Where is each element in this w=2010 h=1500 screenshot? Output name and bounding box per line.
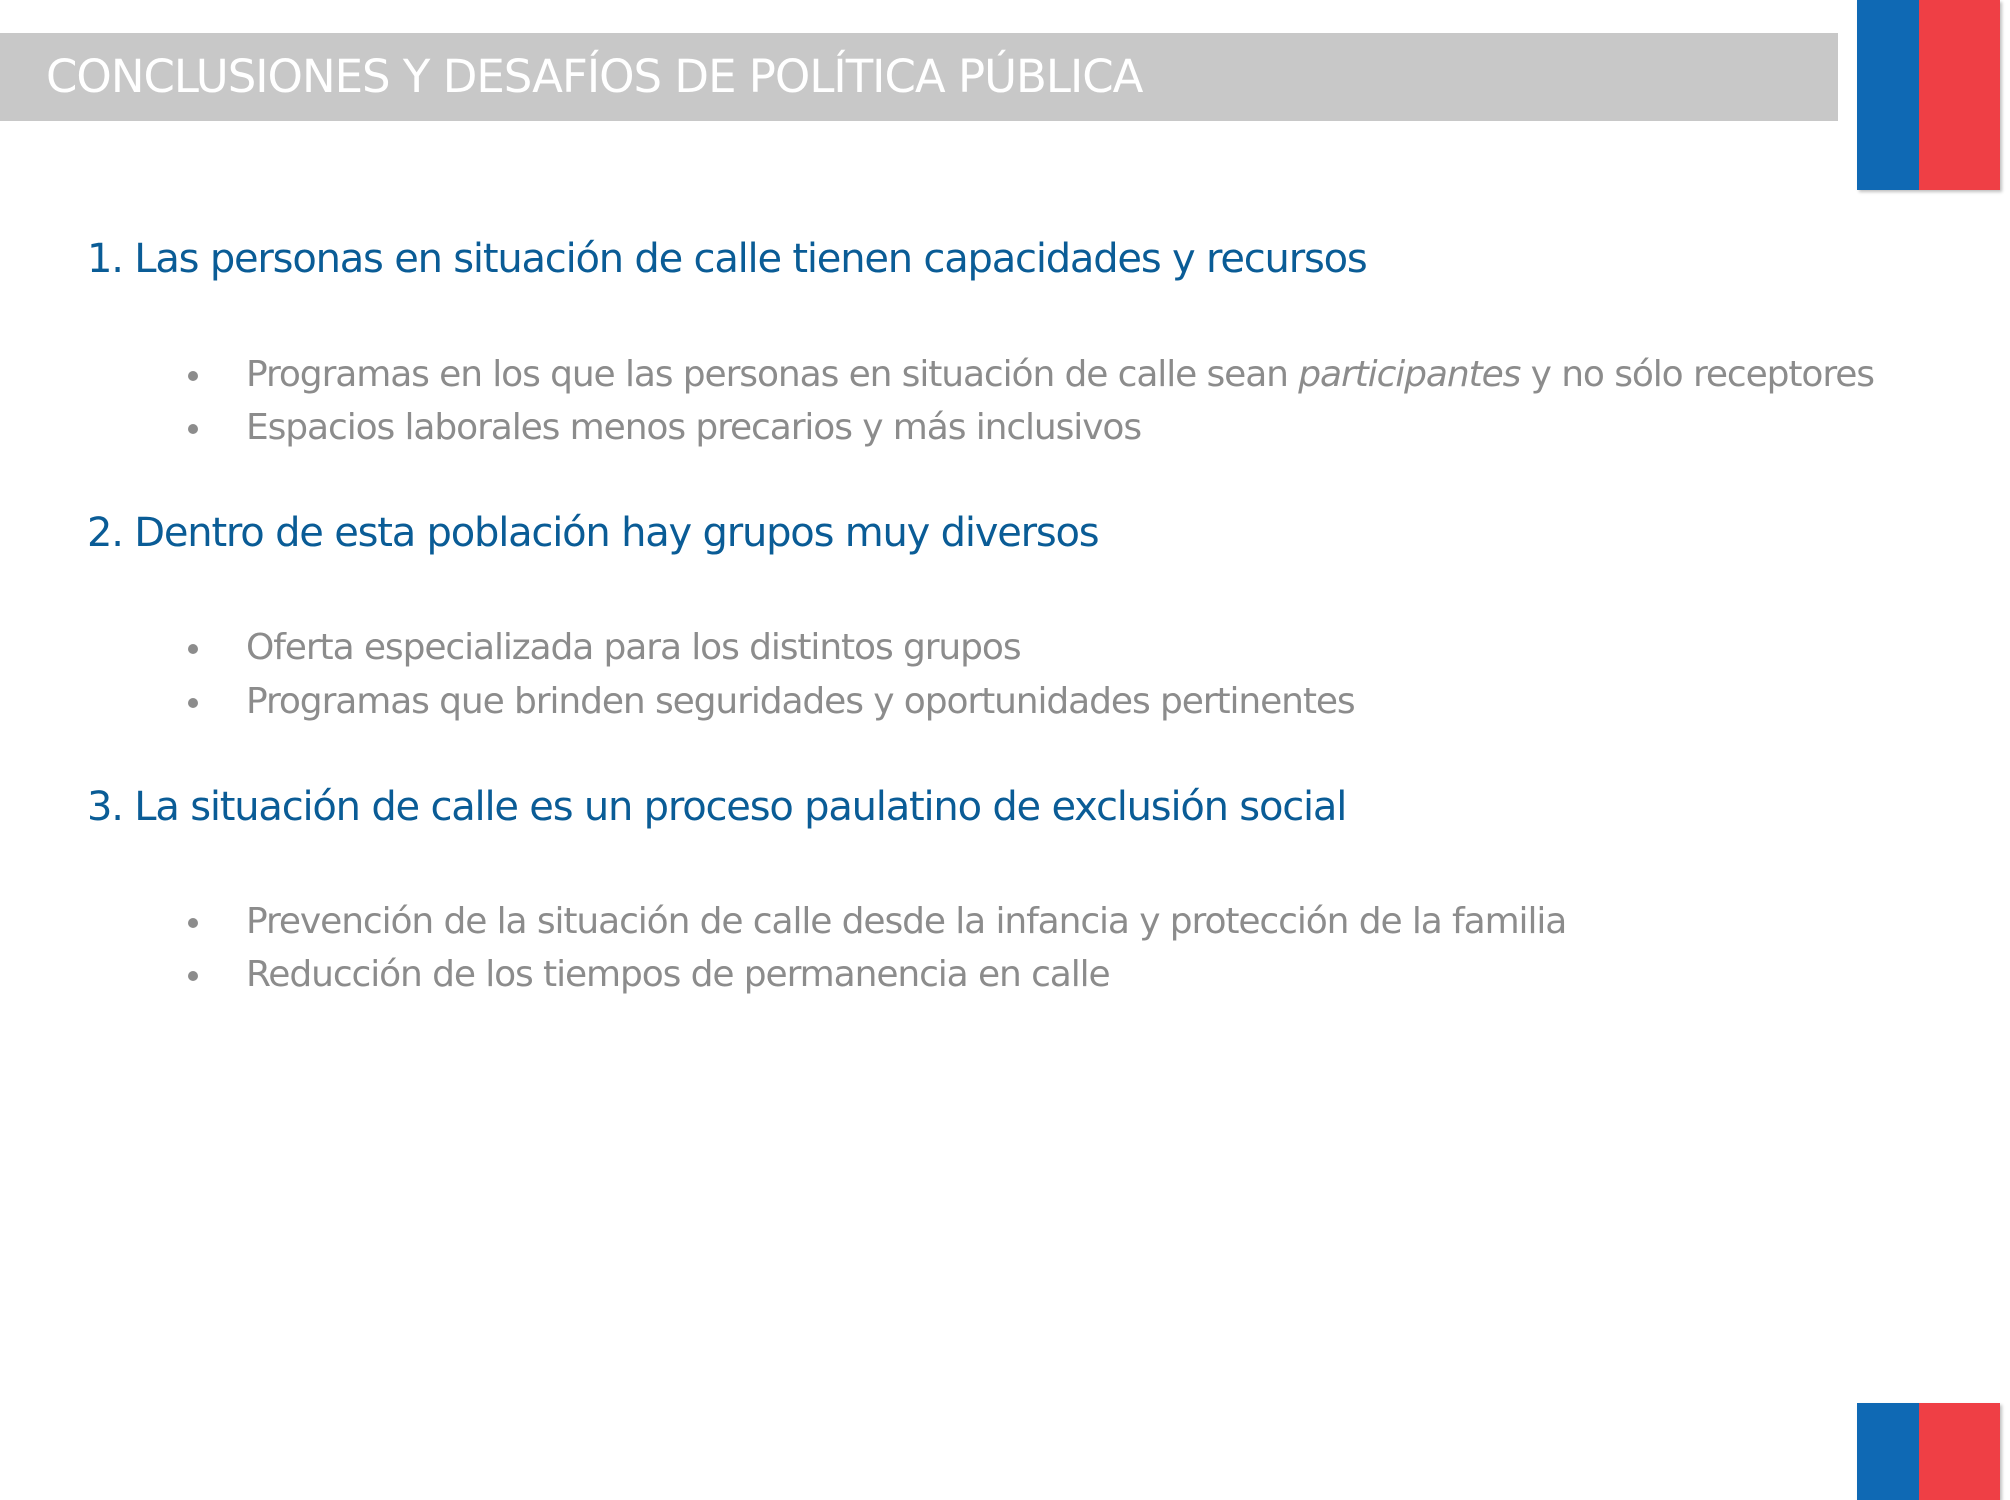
bullet-icon (188, 971, 198, 981)
section-heading-1: 1. Las personas en situación de calle tienen capacidades y recursos (87, 236, 1367, 282)
section-heading-3: 3. La situación de calle es un proceso paulatino de exclusión social (87, 784, 1347, 830)
section-heading-2: 2. Dentro de esta población hay grupos muy diversos (87, 510, 1099, 556)
flag-red-stripe (1919, 1403, 2000, 1500)
bullet-icon (188, 918, 198, 928)
bullet-text: Oferta especializada para los distintos grupos (246, 627, 1021, 668)
title-bar (0, 33, 1838, 121)
bullet-text: Programas que brinden seguridades y oportunidades pertinentes (246, 681, 1355, 722)
flag-blue-stripe (1857, 0, 1919, 190)
bullet-icon (188, 698, 198, 708)
flag-logo-bottom (1857, 1403, 2000, 1500)
bullet-text: Reducción de los tiempos de permanencia en calle (246, 954, 1110, 995)
page-title: CONCLUSIONES Y DESAFÍOS DE POLÍTICA PÚBLICA (46, 50, 1143, 103)
bullet-text: Programas en los que las personas en situación de calle sean participantes y no sólo receptores (246, 354, 1874, 395)
bullet-icon (188, 424, 198, 434)
flag-logo-top (1857, 0, 2000, 190)
bullet-icon (188, 371, 198, 381)
flag-blue-stripe (1857, 1403, 1919, 1500)
bullet-text: Espacios laborales menos precarios y más inclusivos (246, 407, 1141, 448)
bullet-text: Prevención de la situación de calle desde la infancia y protección de la familia (246, 901, 1567, 942)
flag-red-stripe (1919, 0, 2000, 190)
bullet-icon (188, 644, 198, 654)
